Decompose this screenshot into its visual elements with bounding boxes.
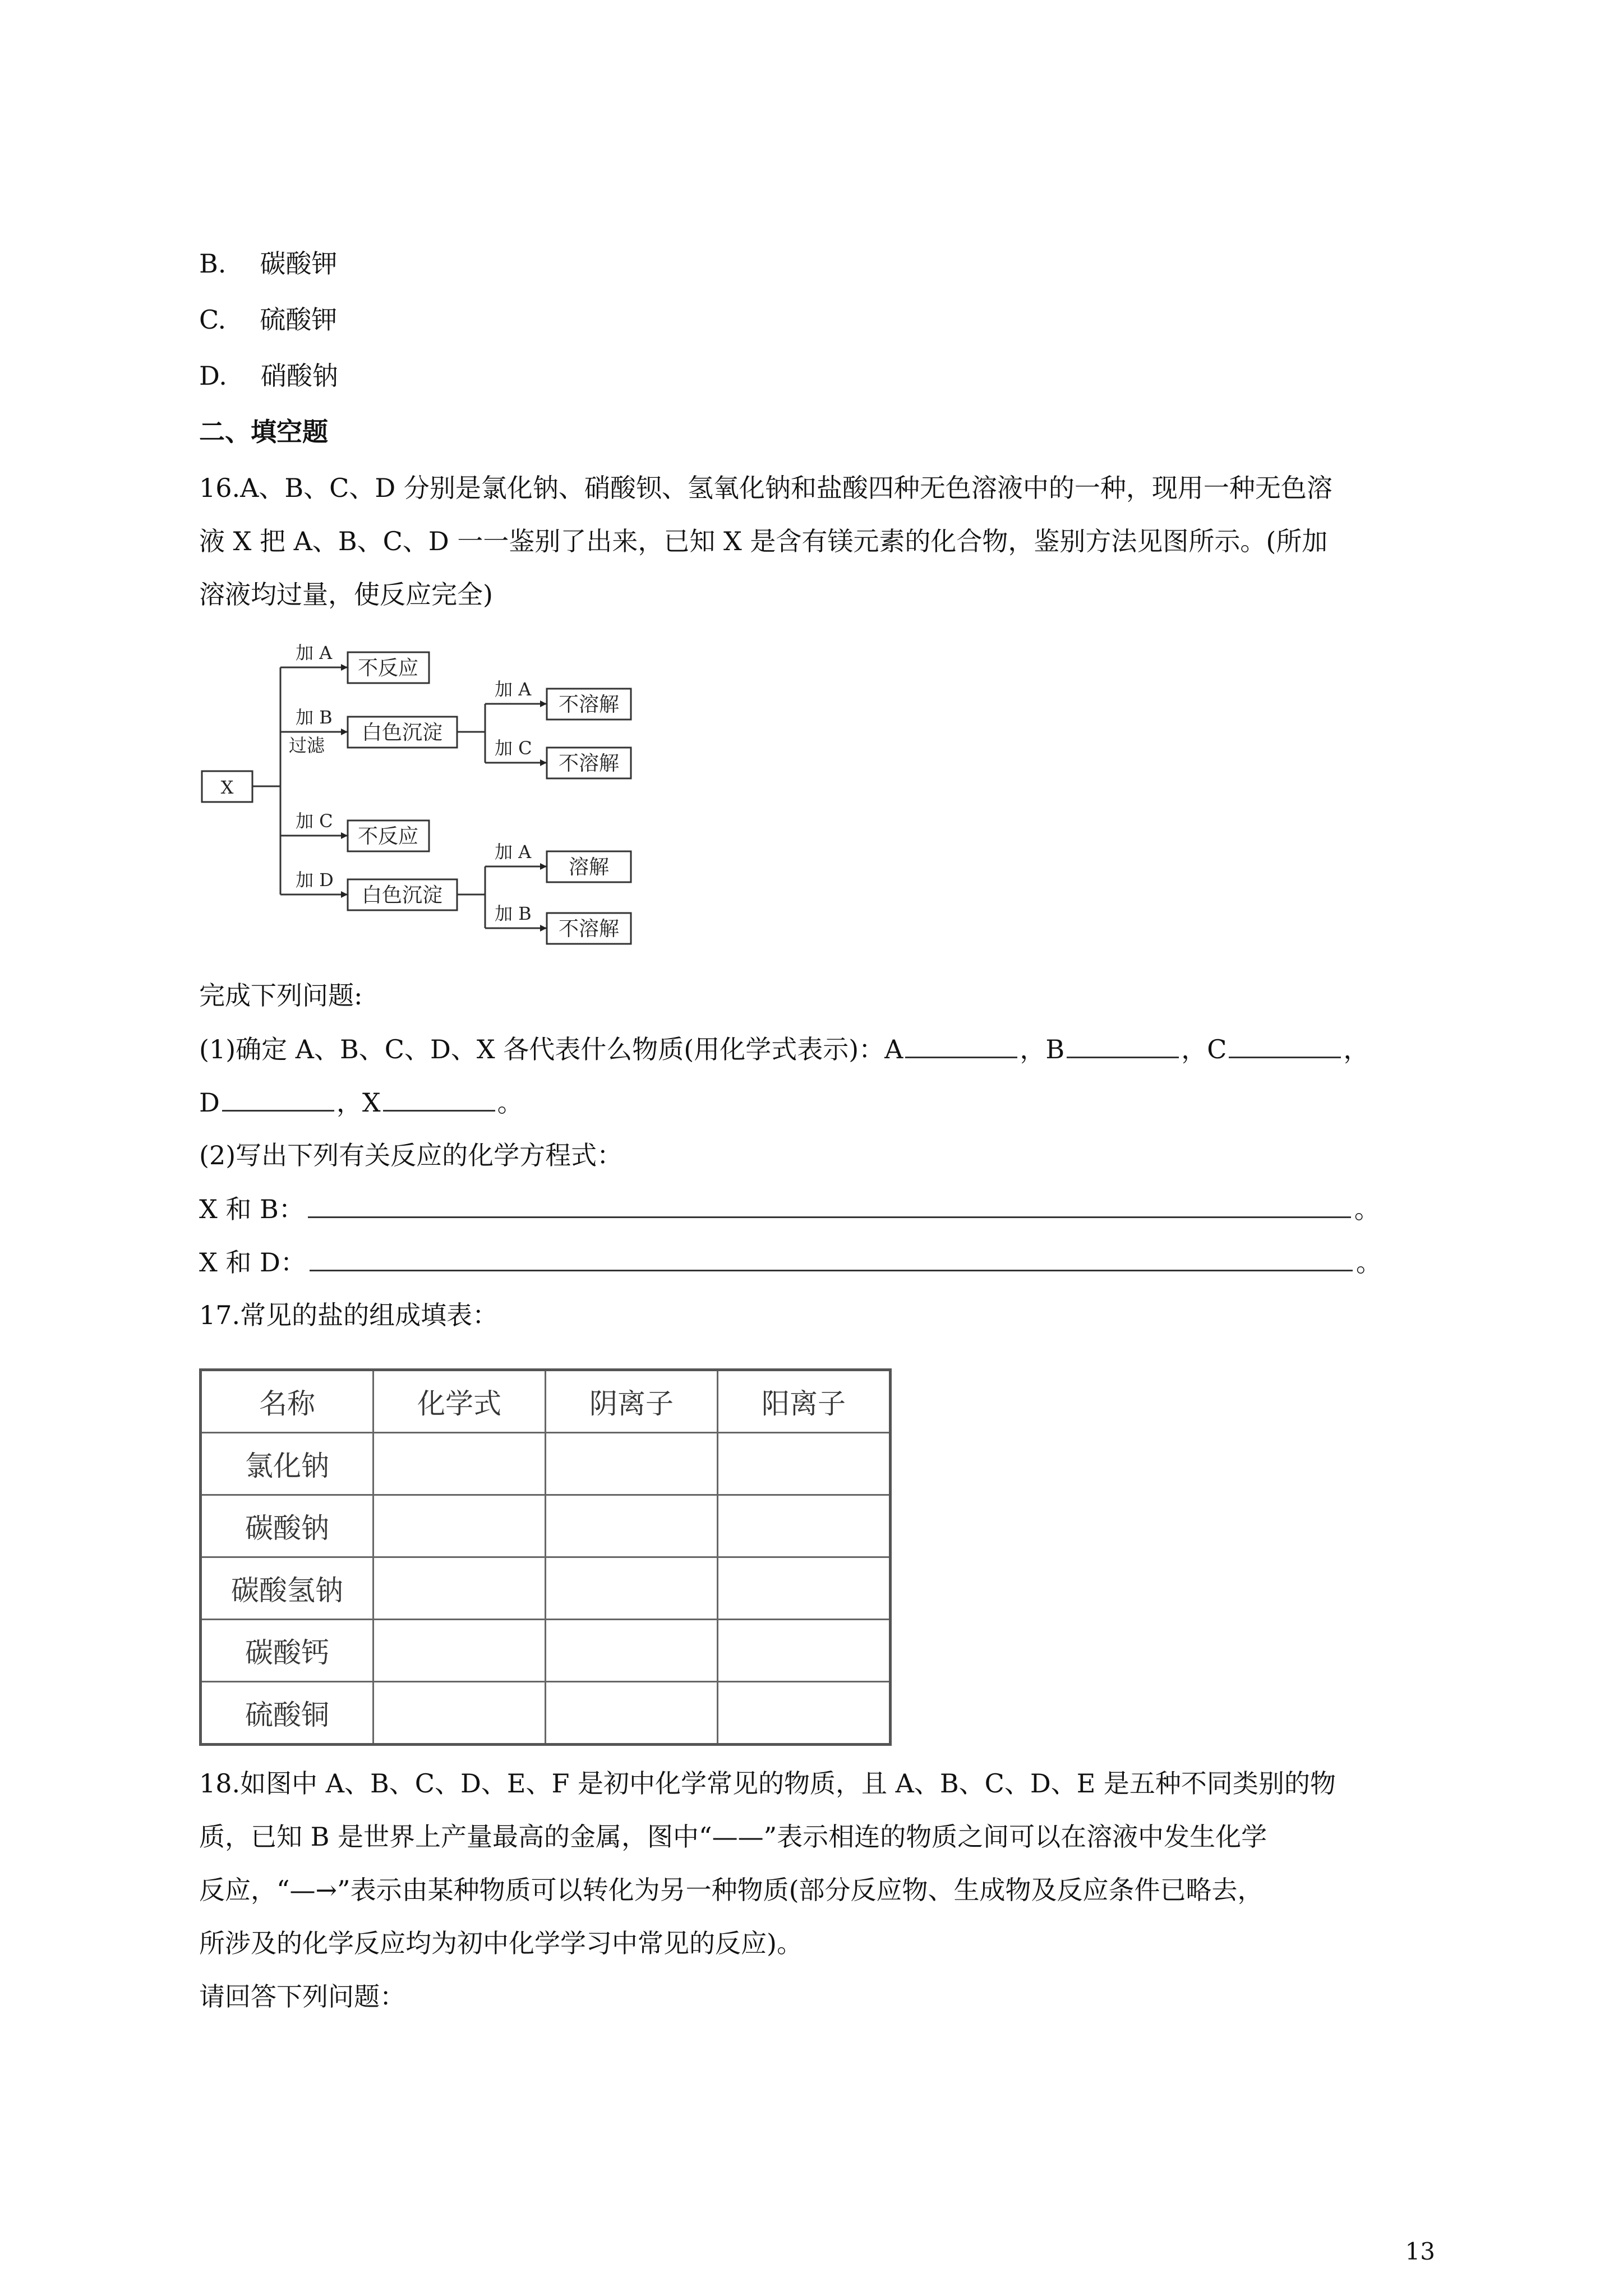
anion-cell[interactable] bbox=[546, 1495, 718, 1557]
equation-blank-2[interactable] bbox=[310, 1245, 1353, 1271]
table-row bbox=[201, 1433, 891, 1495]
equation-x-d: X 和 D： 。 bbox=[199, 1245, 1382, 1279]
answer-blank-x[interactable] bbox=[383, 1085, 495, 1112]
q18-line1: 18.如图中 A、B、C、D、E、F 是初中化学常见的物质，且 A、B、C、D、E 是五种不同类别的物 bbox=[199, 1768, 1336, 1799]
d-sub2-result: 不溶解 bbox=[558, 918, 620, 940]
q16-prompt: 完成下列问题: bbox=[199, 980, 363, 1011]
b-sub2-result: 不溶解 bbox=[558, 752, 620, 775]
option-c: C. 硫酸钾 bbox=[199, 305, 338, 335]
answer-blank-b[interactable] bbox=[1067, 1032, 1179, 1058]
d-sub2-label: 加 B bbox=[495, 903, 532, 924]
answer-blank-c[interactable] bbox=[1229, 1032, 1341, 1058]
table-row bbox=[201, 1495, 891, 1557]
q16-part1: (1)确定 A、B、C、D、X 各代表什么物质(用化学式表示)：A ，B ，C ， bbox=[199, 1032, 1369, 1066]
identification-diagram bbox=[199, 634, 648, 959]
branch-c-label: 加 C bbox=[296, 810, 333, 832]
branch-a-result: 不反应 bbox=[357, 657, 419, 680]
salt-name: 碳酸钙 bbox=[201, 1620, 374, 1682]
q18-line3: 反应，“—→”表示由某种物质可以转化为另一种物质(部分反应物、生成物及反应条件已略去， bbox=[199, 1875, 1264, 1905]
diagram-root: X bbox=[220, 777, 234, 798]
q16-line2: 液 X 把 A、B、C、D 一一鉴别了出来，已知 X 是含有镁元素的化合物，鉴别方法见图所示。(所加 bbox=[199, 526, 1328, 556]
equation-x-b: X 和 B： 。 bbox=[199, 1192, 1380, 1226]
anion-cell[interactable] bbox=[546, 1433, 718, 1495]
cation-cell[interactable] bbox=[718, 1495, 891, 1557]
salt-composition-table bbox=[199, 1368, 892, 1746]
cation-cell[interactable] bbox=[718, 1557, 891, 1620]
q17-text: 17.常见的盐的组成填表： bbox=[199, 1300, 499, 1330]
d-sub1-label: 加 A bbox=[495, 841, 532, 863]
table-row bbox=[201, 1620, 891, 1682]
b-sub2-label: 加 C bbox=[495, 737, 532, 759]
salt-name: 氯化钠 bbox=[201, 1433, 374, 1495]
cation-cell[interactable] bbox=[718, 1433, 891, 1495]
q16-part1-cont: D ，X 。 bbox=[199, 1085, 523, 1119]
formula-cell[interactable] bbox=[374, 1557, 546, 1620]
branch-d-label: 加 D bbox=[296, 869, 334, 891]
formula-cell[interactable] bbox=[374, 1433, 546, 1495]
branch-b-result: 白色沉淀 bbox=[361, 721, 443, 744]
anion-cell[interactable] bbox=[546, 1682, 718, 1745]
q16-line3: 溶液均过量，使反应完全) bbox=[199, 579, 493, 610]
formula-cell[interactable] bbox=[374, 1495, 546, 1557]
q18-line2: 质，已知 B 是世界上产量最高的金属，图中“——”表示相连的物质之间可以在溶液中发生化学 bbox=[199, 1822, 1267, 1852]
branch-c-result: 不反应 bbox=[357, 825, 419, 848]
option-d: D. 硝酸钠 bbox=[199, 361, 338, 391]
formula-cell[interactable] bbox=[374, 1682, 546, 1745]
branch-a-label: 加 A bbox=[296, 642, 333, 663]
cation-cell[interactable] bbox=[718, 1682, 891, 1745]
branch-d-result: 白色沉淀 bbox=[361, 884, 443, 907]
anion-cell[interactable] bbox=[546, 1557, 718, 1620]
header-name: 名称 bbox=[201, 1370, 374, 1433]
salt-name: 碳酸氢钠 bbox=[201, 1557, 374, 1620]
salt-name: 硫酸铜 bbox=[201, 1682, 374, 1745]
header-cation: 阳离子 bbox=[718, 1370, 891, 1433]
header-formula: 化学式 bbox=[374, 1370, 546, 1433]
b-sub1-result: 不溶解 bbox=[558, 693, 620, 716]
anion-cell[interactable] bbox=[546, 1620, 718, 1682]
answer-blank-d[interactable] bbox=[222, 1085, 334, 1112]
branch-b-label2: 过滤 bbox=[289, 735, 325, 756]
cation-cell[interactable] bbox=[718, 1620, 891, 1682]
branch-b-label: 加 B bbox=[296, 707, 333, 728]
answer-blank-a[interactable] bbox=[905, 1032, 1017, 1058]
table-header-row bbox=[201, 1370, 891, 1433]
q18-line4: 所涉及的化学反应均为初中化学学习中常见的反应)。 bbox=[199, 1928, 803, 1958]
option-b: B. 碳酸钾 bbox=[199, 248, 338, 279]
section-heading: 二、填空题 bbox=[199, 417, 328, 447]
salt-name: 碳酸钠 bbox=[201, 1495, 374, 1557]
d-sub1-result: 溶解 bbox=[568, 856, 610, 879]
table-row bbox=[201, 1557, 891, 1620]
header-anion: 阴离子 bbox=[546, 1370, 718, 1433]
table-row bbox=[201, 1682, 891, 1745]
page-number: 13 bbox=[1405, 2238, 1435, 2265]
formula-cell[interactable] bbox=[374, 1620, 546, 1682]
q16-line1: 16.A、B、C、D 分别是氯化钠、硝酸钡、氢氧化钠和盐酸四种无色溶液中的一种，现用一种无色溶 bbox=[199, 473, 1332, 503]
q16-part2: (2)写出下列有关反应的化学方程式： bbox=[199, 1140, 623, 1170]
q18-line5: 请回答下列问题： bbox=[199, 1981, 405, 2012]
b-sub1-label: 加 A bbox=[495, 679, 532, 700]
equation-blank-1[interactable] bbox=[308, 1192, 1351, 1218]
